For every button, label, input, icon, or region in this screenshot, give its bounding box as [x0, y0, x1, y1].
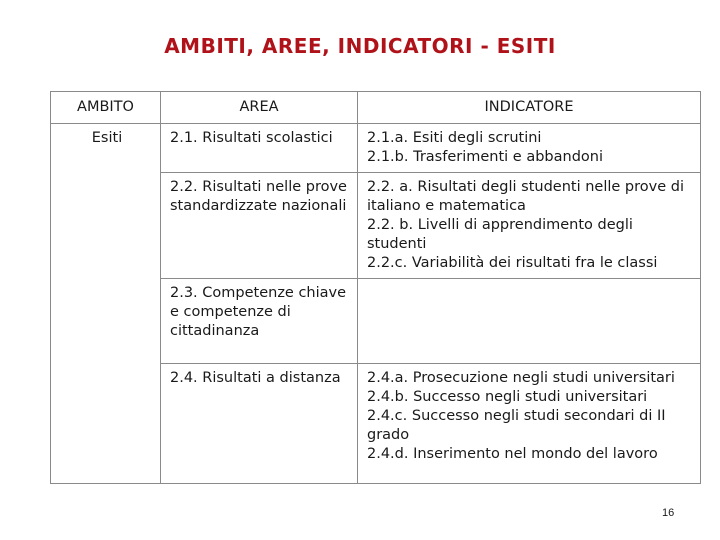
indicatore-item: 2.2. b. Livelli di apprendimento degli studenti	[367, 217, 633, 252]
header-indicatore: INDICATORE	[358, 92, 701, 124]
indicators-table	[50, 91, 701, 484]
indicatore-item: 2.2.c. Variabilità dei risultati fra le classi	[367, 255, 658, 271]
area-cell: 2.2. Risultati nelle prove standardizzate nazionali	[161, 173, 358, 279]
indicatore-item: 2.2. a. Risultati degli studenti nelle prove di italiano e matematica	[367, 179, 684, 214]
area-cell: 2.1. Risultati scolastici	[161, 124, 358, 173]
indicatore-item: 2.1.a. Esiti degli scrutini	[367, 130, 542, 146]
area-cell: 2.4. Risultati a distanza	[161, 364, 358, 484]
header-ambito: AMBITO	[51, 92, 161, 124]
indicatore-item: 2.4.d. Inserimento nel mondo del lavoro	[367, 446, 658, 462]
area-cell: 2.3. Competenze chiave e competenze di cittadinanza	[161, 279, 358, 364]
table-row	[51, 124, 701, 173]
page-number: 16	[662, 507, 675, 519]
page-title: AMBITI, AREE, INDICATORI - ESITI	[164, 34, 556, 58]
indicatore-item: 2.1.b. Trasferimenti e abbandoni	[367, 149, 603, 165]
ambito-cell: Esiti	[51, 124, 161, 484]
indicatore-item: 2.4.a. Prosecuzione negli studi universitari	[367, 370, 675, 386]
indicatore-cell	[358, 173, 701, 279]
indicatore-item: 2.4.b. Successo negli studi universitari	[367, 389, 648, 405]
header-area: AREA	[161, 92, 358, 124]
indicatore-item: 2.4.c. Successo negli studi secondari di II grado	[367, 408, 666, 443]
table-header-row	[51, 92, 701, 124]
indicatore-cell	[358, 364, 701, 484]
indicatore-cell	[358, 124, 701, 173]
indicatore-cell	[358, 279, 701, 364]
